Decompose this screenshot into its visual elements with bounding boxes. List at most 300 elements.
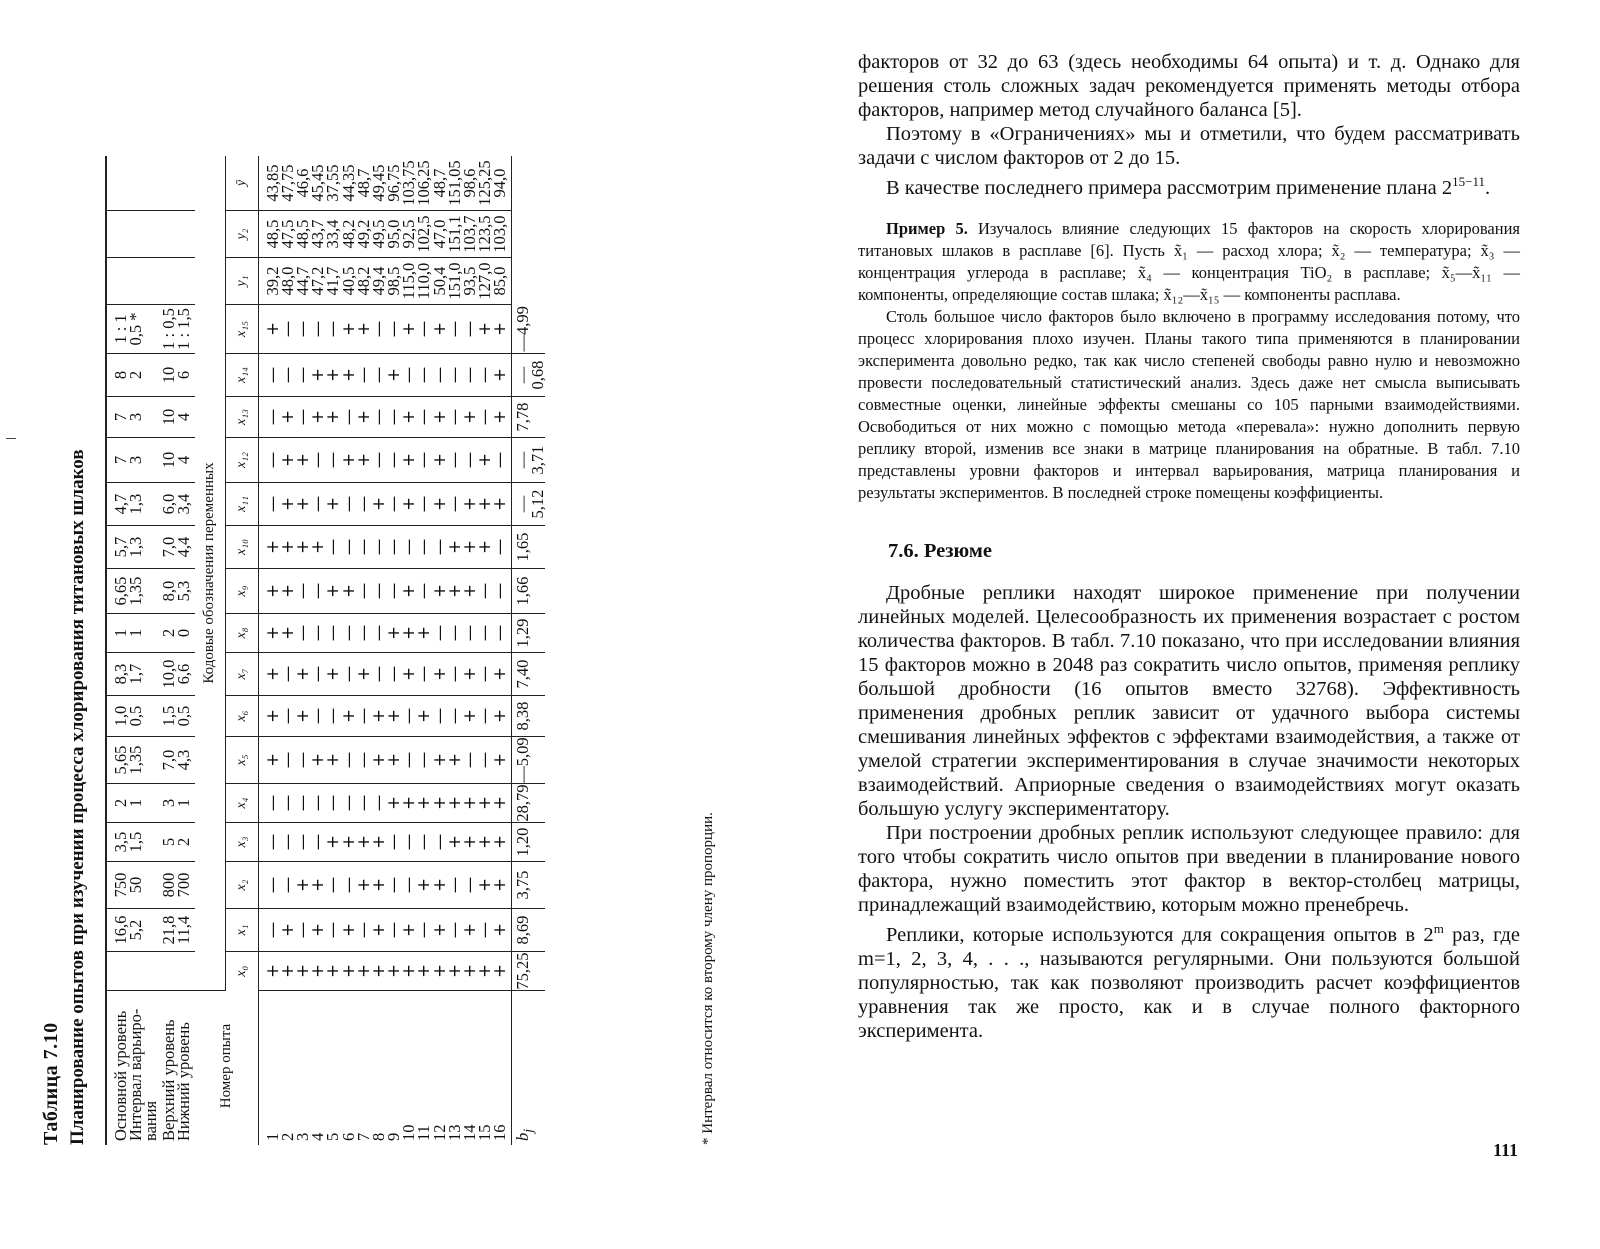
minus-sign: —	[292, 751, 312, 769]
sign-column	[258, 909, 511, 952]
minus-sign: —	[384, 408, 404, 426]
plus-sign: +	[429, 878, 449, 892]
minus-sign: —	[460, 624, 480, 642]
plus-sign: +	[308, 753, 328, 767]
plus-sign: +	[429, 753, 449, 767]
upper-value: 800	[158, 872, 178, 898]
minus-sign: —	[308, 320, 328, 338]
upper-value: 1 : 0,5	[158, 308, 178, 350]
ybar-value: 45,45	[308, 164, 328, 202]
base-value: 7	[111, 455, 130, 465]
minus-sign: —	[338, 495, 358, 513]
run-number: 1	[262, 1132, 282, 1141]
ybar-value: 48,7	[353, 168, 373, 198]
plus-sign: +	[292, 878, 312, 892]
plan-exponent: 15−11	[1452, 174, 1486, 189]
y2-value: 48,2	[338, 219, 358, 249]
plus-sign: +	[399, 964, 419, 978]
plus-sign: +	[353, 878, 373, 892]
minus-sign: —	[460, 320, 480, 338]
plus-sign: +	[384, 368, 404, 382]
run-number: 11	[414, 1125, 434, 1141]
upper-value: 2	[158, 628, 178, 638]
plus-sign: +	[429, 453, 449, 467]
plus-sign: +	[262, 322, 282, 336]
minus-sign: —	[368, 794, 388, 812]
margin-mark	[6, 438, 16, 439]
sign-column	[258, 483, 511, 526]
plus-sign: +	[444, 753, 464, 767]
base-interval-cell	[106, 952, 159, 991]
plus-sign: +	[338, 584, 358, 598]
minus-sign: —	[414, 408, 434, 426]
run-number: 12	[429, 1124, 449, 1141]
label-interval: Интервал варьиро-вания	[126, 1008, 161, 1141]
minus-sign: —	[384, 665, 404, 683]
plus-sign: +	[460, 584, 480, 598]
y1-value: 110,0	[414, 262, 434, 300]
plus-sign: +	[323, 368, 343, 382]
minus-sign: —	[323, 624, 343, 642]
empty-cell	[511, 156, 545, 211]
plus-sign: +	[353, 667, 373, 681]
plus-sign: +	[338, 923, 358, 937]
plus-sign: +	[262, 709, 282, 723]
upper-value: 5	[158, 837, 178, 847]
y1-value: 151,0	[444, 262, 464, 300]
plus-sign: +	[490, 497, 510, 511]
var-header: x₉	[225, 569, 258, 614]
y2-value: 49,5	[368, 219, 388, 249]
y1-value: 41,7	[323, 266, 343, 296]
base-value: 5,7	[111, 536, 130, 558]
minus-sign: —	[384, 876, 404, 894]
var-header: x₁	[225, 909, 258, 952]
level-cell	[159, 305, 195, 354]
upper-value: 10,0	[158, 659, 178, 689]
y2-value: 102,5	[414, 215, 434, 253]
coefficient-value: 1,66	[511, 569, 545, 614]
minus-sign: —	[262, 408, 282, 426]
run-number: 13	[444, 1124, 464, 1141]
plus-sign: +	[475, 497, 495, 511]
plus-sign: +	[308, 410, 328, 424]
example-discussion: Столь большое число факторов было включено в программу исследования потому, что процесс хлорирования плохо изучен. Планы такого типа применяются в планировании эксперимента довольно редко, так как число степеней свободы равно нулю и невозможно провести последовательный статистический анализ. Здесь даже нет смысла выписывать совместные оценки, линейные эффекты смешаны со 105 парными взаимодействиями. Освободиться от них можно с помощью метода «перевала»: нужно дополнить первую реплику второй, изменив все знаки в матрице планирования на обратные. В табл. 7.10 представлены уровни факторов и интервал варьирования, матрица планирования и результаты экспериментов. В последней строке помещены коэффициенты.	[858, 306, 1520, 502]
empty-cell	[106, 258, 159, 305]
y-header: y₁	[225, 258, 258, 305]
minus-sign: —	[414, 538, 434, 556]
var-header: x₄	[225, 784, 258, 823]
minus-sign: —	[308, 665, 328, 683]
level-cell	[159, 614, 195, 653]
label-base-interval	[106, 991, 159, 1146]
minus-sign: —	[338, 794, 358, 812]
minus-sign: —	[308, 833, 328, 851]
minus-sign: —	[277, 707, 297, 725]
minus-sign: —	[277, 794, 297, 812]
plus-sign: +	[490, 753, 510, 767]
plus-sign: +	[490, 964, 510, 978]
var-header: x₇	[225, 653, 258, 696]
var-header: x₀	[225, 952, 258, 991]
minus-sign: —	[384, 833, 404, 851]
minus-sign: —	[444, 876, 464, 894]
right-page-text	[858, 50, 1520, 1240]
minus-sign: —	[444, 366, 464, 384]
label-upper-lower	[159, 991, 195, 1146]
upper-value: 6,0	[158, 493, 178, 515]
plus-sign: +	[399, 497, 419, 511]
plus-sign: +	[353, 835, 373, 849]
run-number: 16	[490, 1124, 510, 1141]
plus-sign: +	[429, 497, 449, 511]
lower-value: 1 : 1,5	[173, 308, 193, 350]
plus-sign: +	[429, 584, 449, 598]
lower-value: 5,3	[173, 580, 193, 602]
row-upper-lower	[159, 156, 195, 1145]
minus-sign: —	[277, 751, 297, 769]
section-heading: 7.6. Резюме	[888, 539, 992, 562]
var-header: x₆	[225, 696, 258, 737]
plus-sign: +	[323, 667, 343, 681]
ybar-value: 46,6	[292, 168, 312, 198]
y2-value: 43,7	[308, 219, 328, 249]
minus-sign: —	[338, 876, 358, 894]
y2-value: 123,5	[475, 215, 495, 253]
sign-column	[258, 952, 511, 991]
example-paragraph	[858, 218, 1520, 306]
sign-column	[258, 653, 511, 696]
plus-sign: +	[460, 796, 480, 810]
minus-sign: —	[323, 451, 343, 469]
y1-value: 40,5	[338, 266, 358, 296]
y2-value: 47,0	[429, 219, 449, 249]
interval-value: 1,7	[126, 663, 146, 685]
ybar-value: 125,25	[475, 160, 495, 206]
plus-sign: +	[460, 923, 480, 937]
y2-value: 95,0	[384, 219, 404, 249]
minus-sign: —	[460, 366, 480, 384]
plus-sign: +	[277, 453, 297, 467]
coefficient-value: 3,75	[511, 862, 545, 909]
base-interval-cell	[106, 784, 159, 823]
plus-sign: +	[475, 453, 495, 467]
minus-sign: —	[368, 451, 388, 469]
bj-letter: b	[512, 1132, 532, 1141]
minus-sign: —	[338, 665, 358, 683]
ybar-value: 49,45	[368, 164, 388, 202]
plus-sign: +	[292, 453, 312, 467]
interval-value: 1,35	[126, 745, 146, 775]
summary-paragraph-2: При построении дробных реплик используют следующее правило: для того чтобы сократить число опытов при введении в планирование нового фактора, нужно поместить этот фактор в вектор-столбец матрицы, принадлежащий взаимодействию, которым можно пренебречь.	[858, 821, 1520, 916]
upper-value: 21,8	[158, 915, 178, 945]
interval-value: 1,3	[126, 493, 146, 515]
interval-value: 0,5 *	[126, 312, 146, 346]
minus-sign: —	[292, 921, 312, 939]
lower-value: 0,5	[173, 705, 193, 727]
sign-column	[258, 823, 511, 862]
minus-sign: —	[384, 538, 404, 556]
plus-sign: +	[414, 964, 434, 978]
coefficient-value: 1,65	[511, 526, 545, 569]
minus-sign: —	[414, 833, 434, 851]
label-upper: Верхний уровень	[158, 1019, 178, 1141]
sign-column	[258, 696, 511, 737]
base-interval-cell	[106, 653, 159, 696]
minus-sign: —	[475, 707, 495, 725]
coefficient-value: 7,78	[511, 397, 545, 438]
y1-value: 47,2	[308, 266, 328, 296]
plus-sign: +	[384, 796, 404, 810]
minus-sign: —	[308, 582, 328, 600]
y1-value: 49,4	[368, 266, 388, 296]
paragraph-continued: факторов от 32 до 63 (здесь необходимы 64 опыта) и т. д. Однако для решения столь сложных задач рекомендуется применять методы отбора факторов, например метод случайного баланса [5].	[858, 51, 1520, 121]
plus-sign: +	[262, 753, 282, 767]
y1-value: 44,7	[292, 266, 312, 296]
plus-sign: +	[262, 626, 282, 640]
minus-sign: —	[414, 582, 434, 600]
lower-value: 3,4	[173, 493, 193, 515]
plus-sign: +	[338, 709, 358, 723]
plus-sign: +	[338, 835, 358, 849]
base-interval-cell	[106, 823, 159, 862]
level-cell	[159, 696, 195, 737]
plus-sign: +	[323, 410, 343, 424]
run-number: 14	[460, 1124, 480, 1141]
coefficient-value: 28,79	[511, 784, 545, 823]
sign-column	[258, 784, 511, 823]
coefficient-value: —5,09	[511, 737, 545, 784]
summary-paragraph-3	[858, 917, 1520, 1043]
base-interval-cell	[106, 862, 159, 909]
plus-sign: +	[460, 964, 480, 978]
minus-sign: —	[384, 451, 404, 469]
sign-column	[258, 526, 511, 569]
plus-sign: +	[384, 626, 404, 640]
var-header: x₁₀	[225, 526, 258, 569]
plus-sign: +	[277, 626, 297, 640]
run-numbers	[258, 991, 511, 1146]
plus-sign: +	[460, 835, 480, 849]
plus-sign: +	[292, 964, 312, 978]
minus-sign: —	[444, 408, 464, 426]
minus-sign: —	[277, 320, 297, 338]
base-value: 16,6	[111, 915, 130, 945]
label-base: Основной уровень	[111, 1010, 130, 1141]
rotated-table-block	[40, 70, 730, 1145]
minus-sign: —	[277, 833, 297, 851]
planning-table	[105, 156, 545, 1145]
y1-value: 98,5	[384, 266, 404, 296]
plus-sign: +	[338, 453, 358, 467]
table-title: Планирование опытов при изучении процесса хлорирования титановых шлаков	[67, 449, 88, 1145]
plus-sign: +	[292, 497, 312, 511]
minus-sign: —	[368, 366, 388, 384]
minus-sign: —	[444, 624, 464, 642]
table-footnote: * Интервал относится ко второму члену пропорции.	[700, 812, 716, 1145]
minus-sign: —	[475, 582, 495, 600]
minus-sign: —	[475, 751, 495, 769]
upper-value: 10	[158, 408, 178, 426]
left-page-table	[0, 0, 780, 1249]
s3-end: раз, где m=1, 2, 3, 4, . . ., называются регулярными. Они пользуются большой популярностью, так как позволяют производить расчет коэффициентов уравнения так же просто, как и в случае полного факторного эксперимента.	[858, 923, 1520, 1042]
minus-sign: —	[460, 751, 480, 769]
level-cell	[159, 438, 195, 483]
minus-sign: —	[384, 320, 404, 338]
minus-sign: —	[338, 408, 358, 426]
plus-sign: +	[353, 964, 373, 978]
plus-sign: +	[414, 878, 434, 892]
y1-value: 39,2	[262, 266, 282, 296]
plus-sign: +	[490, 410, 510, 424]
row-group-header	[195, 156, 226, 1145]
ybar-value: 43,85	[262, 164, 282, 202]
minus-sign: —	[444, 451, 464, 469]
base-interval-cell	[106, 909, 159, 952]
plus-sign: +	[353, 322, 373, 336]
run-number: 7	[353, 1132, 373, 1141]
lower-value: 6	[173, 370, 193, 380]
plus-sign: +	[475, 796, 495, 810]
minus-sign: —	[308, 495, 328, 513]
plus-sign: +	[475, 322, 495, 336]
example-label: Пример 5.	[886, 218, 968, 238]
minus-sign: —	[308, 707, 328, 725]
level-cell	[159, 823, 195, 862]
base-interval-cell	[106, 354, 159, 397]
plus-sign: +	[399, 923, 419, 937]
minus-sign: —	[262, 794, 282, 812]
coefficient-value: 1,29	[511, 614, 545, 653]
minus-sign: —	[475, 921, 495, 939]
y1-value: 50,4	[429, 266, 449, 296]
minus-sign: —	[262, 495, 282, 513]
coefficient-value: 7,40	[511, 653, 545, 696]
base-value: 1 : 1	[111, 314, 130, 344]
base-interval-cell	[106, 526, 159, 569]
minus-sign: —	[475, 366, 495, 384]
var-header: x₁₂	[225, 438, 258, 483]
plus-sign: +	[460, 540, 480, 554]
plus-sign: +	[475, 964, 495, 978]
minus-sign: —	[429, 707, 449, 725]
plus-sign: +	[308, 878, 328, 892]
y2-value: 33,4	[323, 219, 343, 249]
minus-sign: —	[399, 538, 419, 556]
level-cell	[159, 569, 195, 614]
y1-column	[258, 258, 511, 305]
minus-sign: —	[262, 921, 282, 939]
minus-sign: —	[490, 624, 510, 642]
plus-sign: +	[490, 923, 510, 937]
minus-sign: —	[490, 582, 510, 600]
minus-sign: —	[353, 751, 373, 769]
plus-sign: +	[368, 878, 388, 892]
coefficient-value: 8,38	[511, 696, 545, 737]
plus-sign: +	[490, 368, 510, 382]
plus-sign: +	[368, 923, 388, 937]
row-base-interval	[106, 156, 159, 1145]
level-cell	[159, 483, 195, 526]
paragraph-last-example	[858, 170, 1520, 200]
plus-sign: +	[490, 709, 510, 723]
minus-sign: —	[323, 794, 343, 812]
minus-sign: —	[384, 921, 404, 939]
level-cell	[159, 397, 195, 438]
minus-sign: —	[475, 408, 495, 426]
upper-value: 3	[158, 798, 178, 808]
minus-sign: —	[262, 366, 282, 384]
plus-sign: +	[277, 540, 297, 554]
minus-sign: —	[262, 833, 282, 851]
plus-sign: +	[399, 410, 419, 424]
minus-sign: —	[399, 876, 419, 894]
minus-sign: —	[384, 582, 404, 600]
base-interval-cell	[106, 305, 159, 354]
base-value: 7	[111, 412, 130, 422]
sign-column	[258, 354, 511, 397]
minus-sign: —	[277, 366, 297, 384]
paragraph-limitations: Поэтому в «Ограничениях» мы и отметили, что будем рассматривать задачи с числом факторов от 2 до 15.	[858, 123, 1520, 169]
upper-value: 10	[158, 451, 178, 469]
plus-sign: +	[323, 753, 343, 767]
minus-sign: —	[323, 876, 343, 894]
upper-value: 7,0	[158, 536, 178, 558]
minus-sign: —	[292, 408, 312, 426]
minus-sign: —	[475, 665, 495, 683]
example-text: Изучалось влияние следующих 15 факторов на скорость хлорирования титановых шлаков в расплаве [6]. Пусть x̃₁ — расход хлора; x̃₂ — температура; x̃₃ — концентрация углерода в расплаве; x̃₄ — концентрация TiO₂ в расплаве; x̃₅—x̃₁₁ — компоненты, определяющие состав шлака; x̃₁₂—x̃₁₅ — компоненты расплава.	[858, 218, 1520, 304]
y2-value: 47,5	[277, 219, 297, 249]
period: .	[1485, 176, 1491, 199]
minus-sign: —	[323, 707, 343, 725]
minus-sign: —	[414, 495, 434, 513]
plus-sign: +	[444, 540, 464, 554]
page-number: 111	[1492, 1140, 1518, 1160]
plus-sign: +	[444, 584, 464, 598]
minus-sign: —	[353, 495, 373, 513]
y2-value: 49,2	[353, 219, 373, 249]
coefficient-value: 8,69	[511, 909, 545, 952]
plus-sign: +	[475, 540, 495, 554]
var-header: x₂	[225, 862, 258, 909]
plus-sign: +	[490, 322, 510, 336]
minus-sign: —	[384, 495, 404, 513]
minus-sign: —	[292, 794, 312, 812]
run-number: 9	[384, 1132, 404, 1141]
label-bj	[511, 991, 545, 1146]
base-value: 4,7	[111, 493, 130, 515]
empty-cell	[511, 211, 545, 258]
minus-sign: —	[323, 320, 343, 338]
empty-cell	[106, 211, 159, 258]
minus-sign: —	[292, 582, 312, 600]
run-number-header: Номер опыта	[195, 991, 259, 1146]
plus-sign: +	[444, 964, 464, 978]
label-lower: Нижний уровень	[173, 1022, 193, 1141]
minus-sign: —	[399, 707, 419, 725]
ybar-value: 103,75	[399, 160, 419, 206]
minus-sign: —	[323, 921, 343, 939]
minus-sign: —	[414, 751, 434, 769]
base-value: 750	[111, 872, 130, 898]
minus-sign: —	[292, 624, 312, 642]
plus-sign: +	[323, 835, 343, 849]
minus-sign: —	[399, 751, 419, 769]
interval-value: 1,35	[126, 576, 146, 606]
interval-value: 5,2	[126, 919, 146, 941]
plus-sign: +	[490, 667, 510, 681]
plus-sign: +	[399, 796, 419, 810]
